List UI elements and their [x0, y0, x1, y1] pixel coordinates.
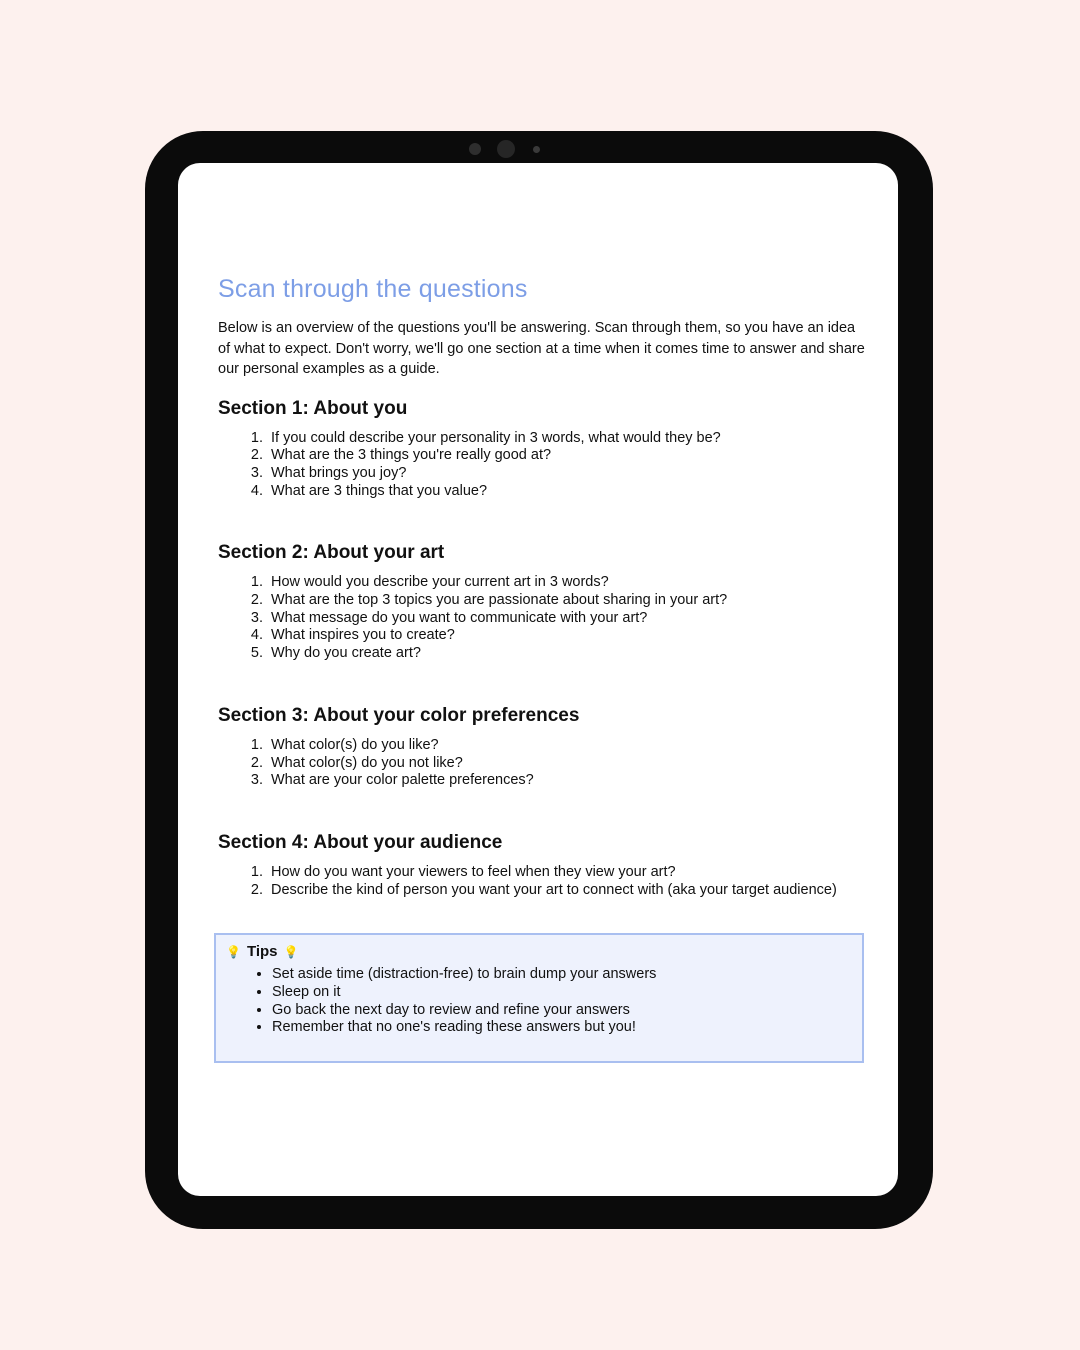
question-list — [218, 737, 868, 790]
tip-item: • Set aside time (distraction-free) to brain dump your answers — [272, 966, 850, 984]
question-item: 1. If you could describe your personality in 3 words, what would they be? — [267, 430, 868, 448]
light-sensor-dot — [533, 146, 540, 153]
intro-paragraph: Below is an overview of the questions you'll be answering. Scan through them, so you have an idea of what to expect. Don't worry, we'll go one section at a time when it comes time to answer and share our personal examples as a guide. — [218, 320, 865, 377]
document-page — [218, 275, 868, 1063]
question-item: 2. What color(s) do you not like? — [267, 755, 868, 773]
section-1 — [218, 398, 868, 501]
section-3 — [218, 705, 868, 790]
question-item: 1. How would you describe your current art in 3 words? — [267, 574, 868, 592]
tablet-screen — [178, 163, 898, 1196]
question-item: 5. Why do you create art? — [267, 645, 868, 663]
question-list — [218, 864, 868, 899]
tip-item: • Sleep on it — [272, 984, 850, 1002]
question-list — [218, 430, 868, 501]
tips-list — [226, 966, 850, 1037]
question-item: 1. How do you want your viewers to feel when they view your art? — [267, 864, 868, 882]
section-4 — [218, 832, 868, 899]
page-title: Scan through the questions — [218, 275, 528, 303]
question-item: 2. What are the 3 things you're really good at? — [267, 447, 868, 465]
tips-label: Tips — [246, 943, 278, 961]
tip-item: • Go back the next day to review and refine your answers — [272, 1002, 850, 1020]
lightbulb-icon: 💡 — [226, 944, 241, 959]
tips-header — [226, 943, 850, 960]
camera-lens — [497, 140, 515, 158]
question-item: 3. What message do you want to communicate with your art? — [267, 610, 868, 628]
question-item: 4. What are 3 things that you value? — [267, 483, 868, 501]
lightbulb-icon: 💡 — [283, 944, 299, 959]
section-heading: Section 1: About you — [218, 397, 408, 419]
question-item: 4. What inspires you to create? — [267, 627, 868, 645]
section-heading: Section 2: About your art — [218, 542, 445, 564]
tablet-frame — [145, 131, 933, 1229]
question-item: 2. What are the top 3 topics you are passionate about sharing in your art? — [267, 592, 868, 610]
question-item: 3. What brings you joy? — [267, 465, 868, 483]
question-list — [218, 574, 868, 663]
question-item: 2. Describe the kind of person you want your art to connect with (aka your target audience) — [267, 882, 868, 900]
section-heading: Section 3: About your color preferences — [218, 704, 580, 726]
section-heading: Section 4: About your audience — [218, 831, 503, 853]
question-item: 3. What are your color palette preferences? — [267, 772, 868, 790]
section-2 — [218, 542, 868, 663]
tip-item: • Remember that no one's reading these answers but you! — [272, 1019, 850, 1037]
question-item: 1. What color(s) do you like? — [267, 737, 868, 755]
sensor-dot — [469, 143, 481, 155]
tips-box — [214, 933, 864, 1063]
